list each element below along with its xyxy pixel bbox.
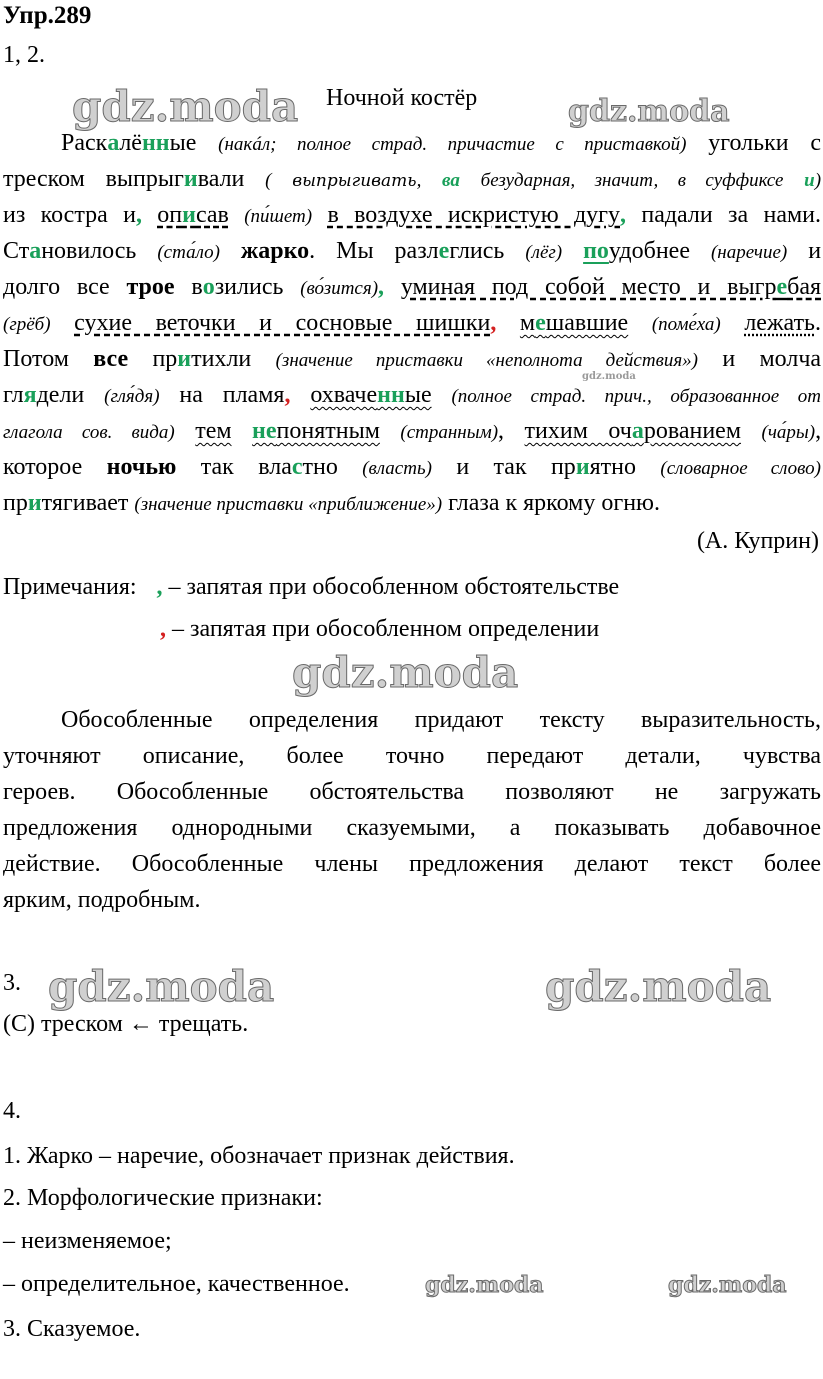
word-part: вали bbox=[197, 166, 245, 192]
highlight-letter: а bbox=[29, 238, 42, 264]
word-part: оп bbox=[157, 202, 183, 228]
grammar-note: глагола сов. вида) bbox=[3, 422, 175, 443]
word-part: падали за нами. bbox=[641, 202, 822, 228]
grammar-note: (гля́дя) bbox=[104, 386, 160, 407]
word-part: понятным bbox=[276, 418, 380, 444]
word-part: ятно bbox=[589, 454, 637, 480]
highlight-letter: с bbox=[291, 454, 303, 480]
paragraph-line: действие. Обособленные члены предложения делают текст более bbox=[3, 851, 821, 877]
word-part: зились bbox=[214, 274, 284, 300]
word-part: так вла bbox=[200, 454, 292, 480]
grammar-note: ( bbox=[265, 170, 272, 191]
highlight-letter: и bbox=[177, 346, 192, 372]
text-line-5 bbox=[3, 270, 821, 306]
highlight-letter: по bbox=[583, 238, 609, 264]
text-line-6 bbox=[3, 306, 821, 342]
word-part: и так пр bbox=[456, 454, 576, 480]
word-part: шавшие bbox=[545, 310, 629, 336]
word-part: уминая под собой место и выгр bbox=[400, 274, 777, 300]
red-comma: , bbox=[490, 310, 497, 336]
text-line-4 bbox=[3, 234, 821, 270]
text-line-1 bbox=[3, 126, 821, 162]
bold-word: все bbox=[93, 346, 129, 372]
word-part: новилось bbox=[41, 238, 137, 264]
word-part: тихим оч bbox=[524, 418, 632, 444]
part4-item: 3. Сказуемое. bbox=[3, 1316, 141, 1342]
text-line-3 bbox=[3, 198, 821, 234]
paragraph-line: уточняют описание, более точно передают детали, чувства bbox=[3, 743, 821, 769]
word-part: тно bbox=[302, 454, 338, 480]
highlight-letter: е bbox=[776, 274, 788, 300]
word-part: треском выпрыг bbox=[3, 166, 184, 192]
paragraph-line: ярким, подробным. bbox=[3, 887, 201, 913]
notes-green-row bbox=[3, 574, 619, 601]
notes-text: – запятая при обособленном определении bbox=[172, 616, 600, 642]
watermark: gdz.moda bbox=[582, 371, 636, 382]
word-part: м bbox=[519, 310, 536, 336]
watermark: gdz.moda bbox=[425, 1272, 544, 1298]
author: (А. Куприн) bbox=[696, 528, 819, 554]
text-line-7 bbox=[3, 342, 821, 378]
word-part: удобнее bbox=[608, 238, 690, 264]
word-part: сав bbox=[195, 202, 229, 228]
part4-number: 4. bbox=[3, 1098, 21, 1124]
grammar-note: (во́зится) bbox=[300, 278, 379, 299]
highlight-letter: и bbox=[183, 166, 198, 192]
grammar-note: (лёг) bbox=[525, 242, 563, 263]
notes-label: Примечания: bbox=[3, 574, 137, 600]
word-part: пр bbox=[3, 490, 28, 516]
green-comma: , bbox=[378, 274, 385, 300]
highlight-letter: е bbox=[438, 238, 450, 264]
text-line-11 bbox=[3, 486, 821, 522]
word-part: дели bbox=[36, 382, 85, 408]
green-comma: , bbox=[156, 574, 163, 600]
word-part: лё bbox=[119, 130, 142, 156]
grammar-note: (ста́ло) bbox=[157, 242, 220, 263]
part3-text: (С) треском ← трещать. bbox=[3, 1011, 249, 1037]
highlight-letter: и bbox=[575, 454, 590, 480]
watermark: gdz.moda bbox=[72, 82, 299, 131]
word-part: тем bbox=[195, 418, 232, 444]
highlight-letter: не bbox=[252, 418, 277, 444]
bold-word: трое bbox=[126, 274, 175, 300]
highlight-letter: я bbox=[23, 382, 37, 408]
highlight-letter: е bbox=[535, 310, 546, 336]
highlight-letter: а bbox=[631, 418, 644, 444]
punctuation: ) bbox=[814, 170, 822, 191]
punctuation: , bbox=[815, 418, 822, 444]
text-line-10 bbox=[3, 450, 821, 486]
paragraph-line: Обособленные определения придают тексту выразительность, bbox=[61, 707, 821, 733]
notes-red-row bbox=[160, 616, 599, 643]
word-part: Потом bbox=[3, 346, 69, 372]
grammar-note: (странным) bbox=[400, 422, 499, 443]
watermark: gdz.moda bbox=[292, 648, 519, 697]
text-line-2 bbox=[3, 162, 821, 198]
punctuation: . bbox=[815, 310, 822, 336]
punctuation: , bbox=[498, 418, 505, 444]
word-part: в bbox=[191, 274, 203, 300]
grammar-note: (наречие) bbox=[710, 242, 788, 263]
watermark: gdz.moda bbox=[568, 94, 730, 129]
word-part: тихли bbox=[191, 346, 252, 372]
word-part: пр bbox=[152, 346, 178, 372]
part4-item: – определительное, качественное. bbox=[3, 1271, 350, 1297]
grammar-note: (ча́ры) bbox=[761, 422, 816, 443]
grammar-note: (накáл; полное страд. причастие с приставкой) bbox=[218, 134, 687, 155]
word-part: глись bbox=[449, 238, 505, 264]
bold-word: ночью bbox=[106, 454, 177, 480]
word-part: глаза к яркому огню. bbox=[448, 490, 660, 516]
watermark: gdz.moda bbox=[668, 1272, 787, 1298]
watermark: gdz.moda bbox=[48, 962, 275, 1011]
word-part: на пламя bbox=[179, 382, 285, 408]
word-part: из костра и bbox=[3, 202, 136, 228]
word-part: и молча bbox=[722, 346, 822, 372]
grammar-note: (власть) bbox=[362, 458, 432, 479]
exercise-number: Упр.289 bbox=[3, 2, 92, 29]
grammar-note: (значение приставки «приближение») bbox=[134, 494, 443, 515]
task-parts-label: 1, 2. bbox=[3, 42, 45, 68]
grammar-note: безударная, значит, в суффиксе bbox=[480, 170, 784, 191]
adverbial-phrase: в воздухе искристую дугу bbox=[327, 202, 621, 228]
word-part: угольки с bbox=[708, 130, 821, 156]
highlight-letter: и bbox=[804, 170, 815, 191]
grammar-note: (грёб) bbox=[3, 314, 51, 335]
part4-item: 1. Жарко – наречие, обозначает признак действия. bbox=[3, 1143, 515, 1169]
green-comma: , bbox=[135, 202, 142, 228]
handwritten-word: выпрыгивать bbox=[292, 171, 417, 191]
highlight-letter: ва bbox=[442, 170, 460, 191]
word-part: Раск bbox=[61, 130, 108, 156]
red-comma: , bbox=[160, 616, 166, 642]
watermark: gdz.moda bbox=[545, 962, 772, 1011]
adverbial-phrase: сухие веточки и сосновые шишки bbox=[74, 310, 491, 336]
punctuation: , bbox=[416, 170, 422, 191]
text-line-9 bbox=[3, 414, 821, 450]
highlight-letter: а bbox=[107, 130, 120, 156]
word-part: долго все bbox=[3, 274, 110, 300]
word-part: охваче bbox=[310, 382, 378, 408]
grammar-note: (поме́ха) bbox=[651, 314, 721, 335]
word-part: лежать bbox=[744, 310, 816, 336]
word-part: гл bbox=[3, 382, 24, 408]
highlight-letter: о bbox=[202, 274, 215, 300]
highlight-letter: и bbox=[27, 490, 42, 516]
word-part: и bbox=[808, 238, 822, 264]
grammar-note: (словарное слово) bbox=[660, 458, 822, 479]
grammar-note: (значение приставки «неполнота действия») bbox=[275, 350, 698, 371]
paragraph-line: героев. Обособленные обстоятельства позволяют не загружать bbox=[3, 779, 821, 805]
part4-item: – неизменяемое; bbox=[3, 1228, 172, 1254]
word-part: ые bbox=[169, 130, 197, 156]
text-line-8 bbox=[3, 378, 821, 414]
red-comma: , bbox=[284, 382, 291, 408]
word-part: рованием bbox=[643, 418, 742, 444]
notes-text: – запятая при обособленном обстоятельстве bbox=[168, 574, 620, 600]
word-part: . Мы разл bbox=[309, 238, 439, 264]
word-part: тягивает bbox=[41, 490, 129, 516]
word-part: Ст bbox=[3, 238, 30, 264]
part4-item: 2. Морфологические признаки: bbox=[3, 1185, 323, 1211]
grammar-note: (пи́шет) bbox=[244, 206, 313, 227]
highlight-letter: нн bbox=[377, 382, 405, 408]
text-title: Ночной костёр bbox=[326, 85, 478, 111]
word-part: ые bbox=[404, 382, 432, 408]
bold-word: жарко bbox=[240, 238, 310, 264]
grammar-note: (полное страд. прич., образованное от bbox=[451, 386, 822, 407]
word-part: бая bbox=[787, 274, 822, 300]
highlight-letter: и bbox=[182, 202, 196, 228]
word-part: которое bbox=[3, 454, 83, 480]
green-comma: , bbox=[620, 202, 627, 228]
part3-number: 3. bbox=[3, 970, 21, 996]
highlight-letter: нн bbox=[141, 130, 170, 156]
paragraph-line: предложения однородными сказуемыми, а показывать добавочное bbox=[3, 815, 821, 841]
